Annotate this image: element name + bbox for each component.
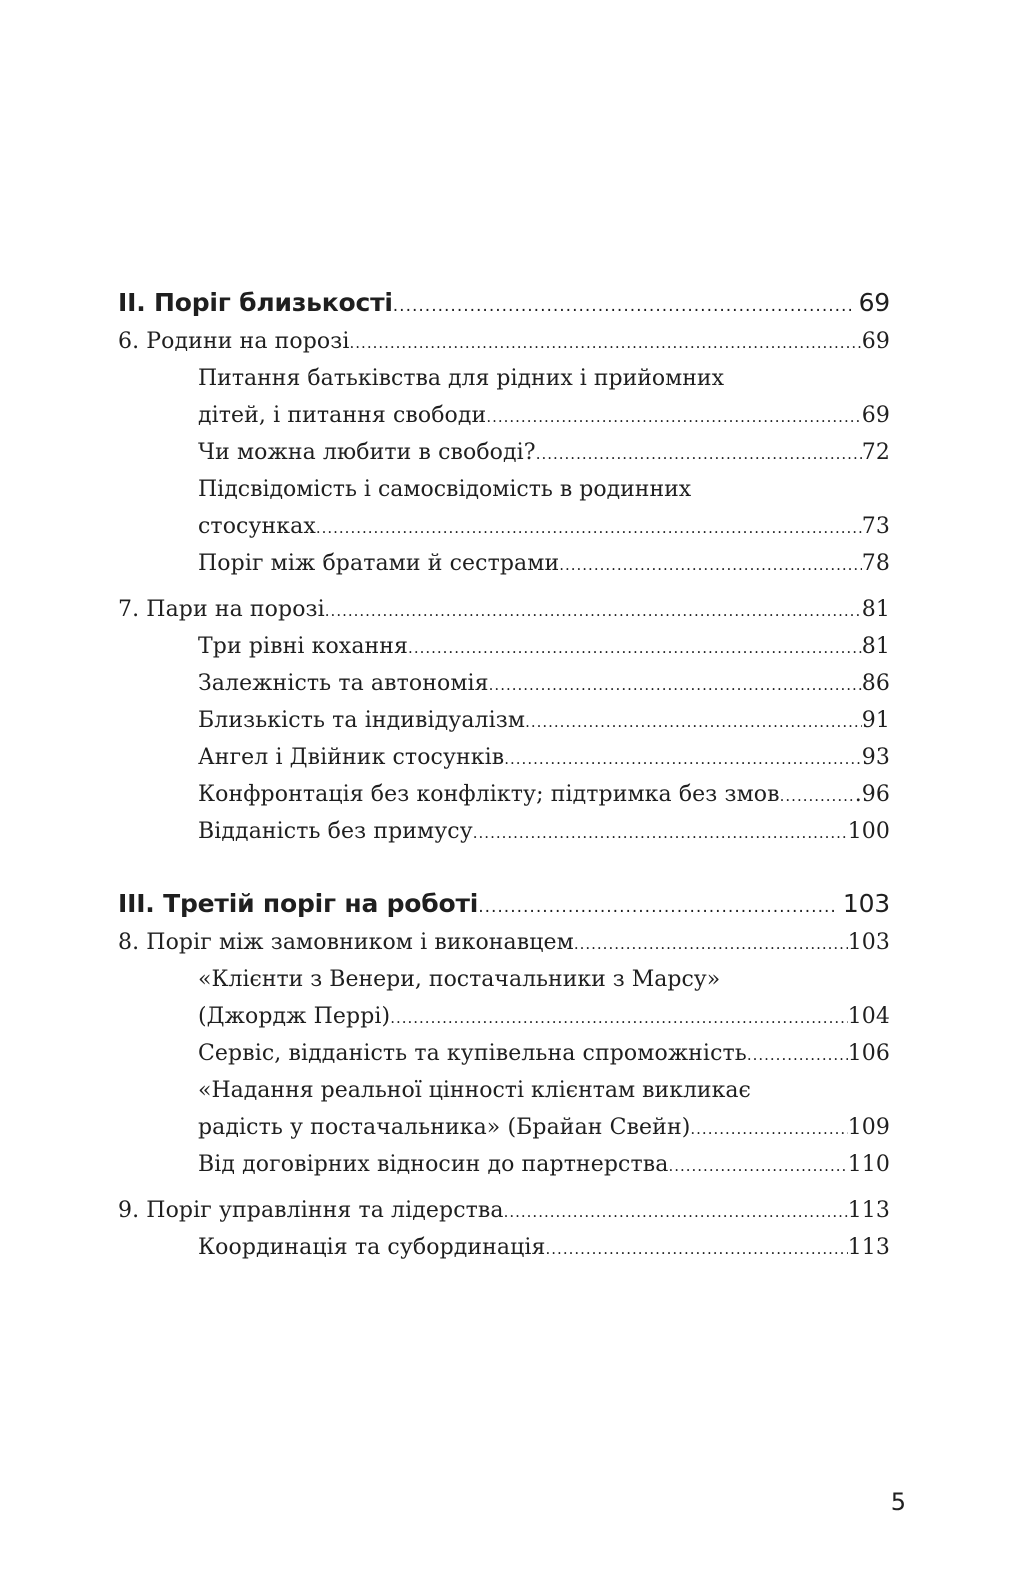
toc-chapter-entry[interactable]: [118, 323, 890, 360]
toc-subentry-title: Поріг між братами й сестрами: [198, 551, 560, 576]
dot-leader: [325, 593, 862, 630]
toc-subentry-line[interactable]: «Клієнти з Венери, постачальники з Марсу»: [198, 967, 721, 992]
toc-subentry-title: Від договірних відносин до партнерства: [198, 1152, 669, 1177]
toc-subentry[interactable]: [118, 1229, 890, 1266]
dot-leader: [390, 1000, 848, 1037]
toc-subentry-title: Три рівні кохання: [198, 634, 409, 659]
toc-subentry-title: Ангел і Двійник стосунків: [198, 745, 505, 770]
toc-subentry[interactable]: [118, 628, 890, 665]
toc-page-number: 110: [847, 1152, 890, 1177]
toc-subentry[interactable]: [118, 508, 890, 545]
toc-page-number: 106: [847, 1041, 890, 1066]
toc-subentry[interactable]: [118, 813, 890, 850]
toc-page-number: 93: [861, 745, 890, 770]
toc-part-entry[interactable]: [118, 283, 890, 323]
toc-page-number: 69: [858, 288, 890, 317]
toc-subentry[interactable]: [118, 1035, 890, 1072]
toc-subentry-title: радість у постачальника» (Брайан Свейн): [198, 1115, 691, 1140]
toc-page-number: .96: [854, 782, 890, 807]
dot-leader: [668, 1148, 847, 1185]
spacer: [118, 850, 890, 884]
toc-subentry[interactable]: [118, 998, 890, 1035]
dot-leader: [350, 325, 862, 362]
toc-subentry[interactable]: [118, 545, 890, 582]
toc-page-number: 113: [847, 1198, 890, 1223]
toc-subentry-line[interactable]: Питання батьківства для рідних і прийомних: [198, 366, 724, 391]
toc-subentry-title: Залежність та автономія: [198, 671, 489, 696]
dot-leader: [473, 815, 848, 852]
toc-subentry[interactable]: [118, 1146, 890, 1183]
toc-page-number: 69: [861, 403, 890, 428]
dot-leader: [546, 1231, 848, 1268]
toc-subentry-title: Конфронтація без конфлікту; підтримка без змов: [198, 782, 780, 807]
toc-subentry[interactable]: [118, 397, 890, 434]
toc-chapter-title: 7. Пари на порозі: [118, 597, 325, 622]
dot-leader: [504, 741, 862, 778]
toc-chapter-title: 8. Поріг між замовником і виконавцем: [118, 930, 574, 955]
toc-page-number: 81: [861, 597, 890, 622]
toc-chapter-title: 9. Поріг управління та лідерства: [118, 1198, 504, 1223]
toc-page-number: 113: [847, 1235, 890, 1260]
dot-leader: [574, 926, 848, 963]
toc-subentry-title: Координація та субординація: [198, 1235, 546, 1260]
toc-chapter-title: 6. Родини на порозі: [118, 329, 350, 354]
toc-subentry-title: дітей, і питання свободи: [198, 403, 487, 428]
toc-page-number: 104: [847, 1004, 890, 1029]
toc-page-number: 109: [847, 1115, 890, 1140]
dot-leader: [408, 630, 862, 667]
dot-leader: [504, 1194, 848, 1231]
toc-subentry-title: Чи можна любити в свободі?: [198, 440, 536, 465]
toc-part-entry[interactable]: [118, 884, 890, 924]
toc-page-number: 69: [861, 329, 890, 354]
toc-page-number: 103: [842, 889, 890, 918]
toc-subentry-title: Близькість та індивідуалізм: [198, 708, 526, 733]
toc-subentry[interactable]: [118, 434, 890, 471]
toc-subentry-title: Відданість без примусу: [198, 819, 473, 844]
dot-leader: [393, 286, 851, 326]
dot-leader: [536, 436, 862, 473]
dot-leader: [747, 1037, 848, 1074]
toc-part-title: III. Третій поріг на роботі: [118, 889, 479, 918]
toc-subentry[interactable]: [118, 776, 890, 813]
dot-leader: [478, 887, 835, 927]
toc-page-number: 73: [861, 514, 890, 539]
toc-subentry-title: (Джордж Перрі): [198, 1004, 391, 1029]
toc-page-number: 91: [861, 708, 890, 733]
toc-subentry-title: стосунках: [198, 514, 316, 539]
toc-page-number: 100: [847, 819, 890, 844]
toc-chapter-entry[interactable]: [118, 1192, 890, 1229]
dot-leader: [525, 704, 862, 741]
toc-subentry[interactable]: [118, 739, 890, 776]
dot-leader: [780, 778, 855, 815]
dot-leader: [486, 399, 861, 436]
dot-leader: [690, 1111, 847, 1148]
toc-subentry[interactable]: [118, 1109, 890, 1146]
toc-page-number: 81: [861, 634, 890, 659]
toc-page-number: 78: [861, 551, 890, 576]
dot-leader: [559, 547, 862, 584]
toc-chapter-entry[interactable]: [118, 924, 890, 961]
toc-subentry-line[interactable]: Підсвідомість і самосвідомість в родинних: [198, 477, 692, 502]
dot-leader: [489, 667, 862, 704]
toc-page-number: 72: [861, 440, 890, 465]
toc-subentry[interactable]: [118, 665, 890, 702]
toc-part-title: II. Поріг близькості: [118, 288, 393, 317]
toc-chapter-entry[interactable]: [118, 591, 890, 628]
toc-subentry-line[interactable]: «Надання реальної цінності клієнтам викликає: [198, 1078, 751, 1103]
toc-subentry-title: Сервіс, відданість та купівельна спроможність: [198, 1041, 747, 1066]
dot-leader: [316, 510, 862, 547]
toc-page-number: 103: [847, 930, 890, 955]
toc-subentry[interactable]: [118, 702, 890, 739]
table-of-contents: [118, 283, 890, 1266]
toc-page-number: 86: [861, 671, 890, 696]
page-number-folio: 5: [890, 1488, 906, 1516]
